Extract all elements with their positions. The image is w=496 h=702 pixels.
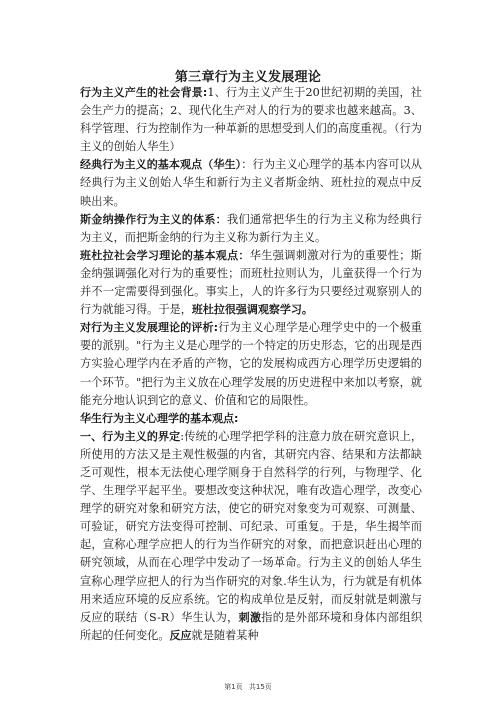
paragraph-lead: 经典行为主义的基本观点（华生） — [80, 158, 242, 172]
paragraph-emphasis: 反应 — [169, 628, 192, 642]
paragraph-emphasis: 刺激 — [238, 610, 262, 624]
paragraph-social-background — [80, 84, 422, 156]
paragraph-lead: 斯金纳操作行为主义的体系： — [80, 212, 227, 226]
paragraph-classical-behaviorism — [80, 156, 422, 210]
paragraph-text: 1、行为主义产生于20世纪初期的美国，社会生产力的提高；2、现代化生产对人的行为的要求也越来越高。3、科学管理、行为控制作为一种革新的思想受到人们的高度重视。（行为主义的创始人华生） — [80, 86, 422, 154]
paragraph-text: :传统的心理学把学科的注意力放在研究意识上，所使用的方法又是主观性极强的内省，其研究内容、结果和方法都缺乏可观性，根本无法使心理学厕身于自然科学的行列，与物理学、化学、生理学平起平坐。要想改变这种状况，唯有改造心理学，改变心理学的研究对象和研究方法，使它的研究对象变为可观察、可测量、可验证，研究方法变得可控制、可纪录、可重复。于是，华生揭竿而起，宣称心理学应把人的行为当作研究的对象，而把意识赶出心理的研究领域，从而在心理学中发动了一场革命。行为主义的创始人华生宣称心理学应把人的行为当作研究的对象.华生认为，行为就是有机体用来适应环境的反应系统。它的构成单位是反射，而反射就是刺激与反应的联结（S-R）华生认为， — [80, 429, 423, 624]
paragraph-skinner — [80, 211, 422, 247]
paragraph-evaluation — [80, 319, 422, 409]
paragraph-text: 就是随着某种 — [191, 628, 259, 642]
paragraph-lead: 一、行为主义的界定 — [80, 429, 181, 443]
paragraph-definition — [80, 428, 422, 645]
paragraph-bandura — [80, 247, 422, 319]
paragraph-text: 指的是外部环境和身体内部组织所起的任何变化。 — [80, 610, 423, 642]
paragraph-text: 我们通常把华生的行为主义称为经典行为主义，而把斯金纳的行为主义称为新行为主义。 — [80, 212, 422, 244]
paragraph-text: ：行为主义心理学的基本内容可以从经典行为主义创始人华生和新行为主义者斯金纳、班杜拉的观点中反映出来。 — [80, 158, 422, 208]
paragraph-emphasis: 班杜拉很强调观察学习。 — [191, 303, 313, 317]
section-heading-text: 华生行为主义心理学的基本观点: — [80, 411, 239, 425]
paragraph-lead: 对行为主义发展理论的评析: — [80, 321, 219, 335]
section-heading — [80, 410, 422, 428]
paragraph-text: 行为主义心理学是心理学史中的一个极重要的派别。"行为主义是心理学的一个特定的历史形态，它的出现是西方实验心理学内在矛盾的产物，它的发展构成西方心理学历史逻辑的一个环节。"把行为主义放在心理学发展的历史进程中来加以考察，就能充分地认识到它的意义、价值和它的局限性。 — [80, 321, 422, 407]
paragraph-lead: 班杜拉社会学习理论的基本观点： — [80, 248, 250, 262]
page-total: 共15页 — [248, 683, 272, 691]
page-number: 第1页 — [224, 683, 243, 691]
page-footer — [0, 682, 496, 692]
chapter-title: 第三章行为主义发展理论 — [174, 70, 322, 85]
document-body — [80, 84, 422, 645]
paragraph-lead: 行为主义产生的社会背景: — [80, 86, 208, 99]
paragraph-text: 华生强调刺激对行为的重要性；斯金纳强调强化对行为的重要性；而班杜拉则认为，儿童获得一个行为并不一定需要得到强化。事实上，人的许多行为只要经过观察别人的行为就能习得。于是， — [80, 248, 422, 317]
